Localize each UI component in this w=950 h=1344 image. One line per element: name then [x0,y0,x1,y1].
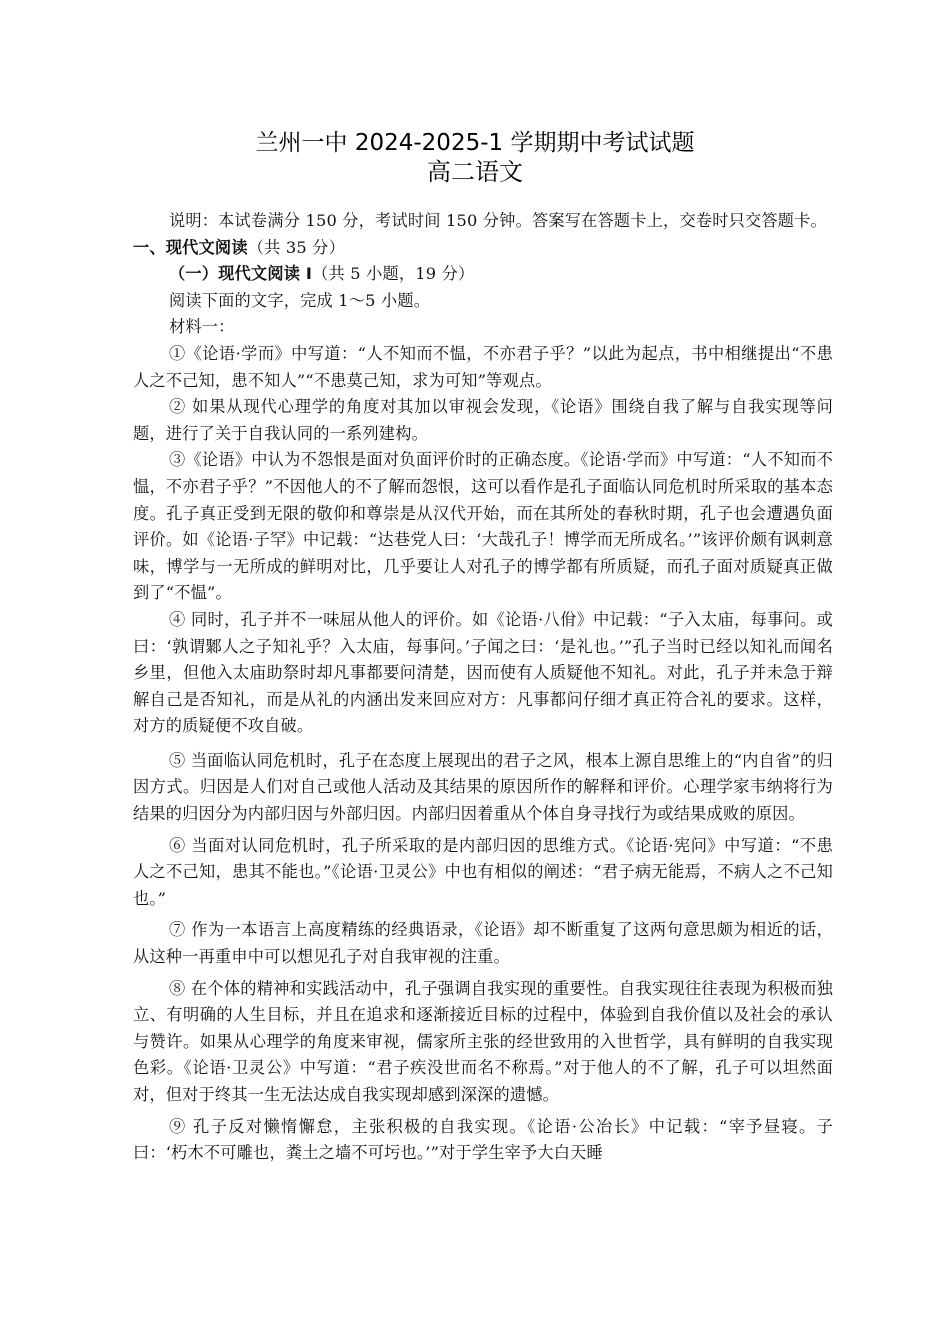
reading-prompt: 阅读下面的文字，完成 1～5 小题。 [169,290,431,310]
subsection-heading [133,261,833,288]
exam-subject: 高二语文 [427,158,523,186]
exam-title: 兰州一中 2024-2025-1 学期期中考试试题 [255,130,695,156]
paragraph-6: ⑥ 当面对认同危机时，孔子所采取的是内部归因的思维方式。《论语·宪问》中写道：“不患人之不己知，患其不能也。”《论语·卫灵公》中也有相似的阐述：“君子病无能焉，不病人之不己知也。” [133,835,833,908]
paragraph-5: ⑤ 当面临认同危机时，孔子在态度上展现出的君子之风，根本上源自思维上的“内自省”的归因方式。归因是人们对自己或他人活动及其结果的原因所作的解释和评价。心理学家韦纳将行为结果的归因分为内部归因与外部归因。内部归因着重从个体自身寻找行为或结果成败的原因。 [133,750,833,824]
exam-content [133,208,833,1167]
instructions: 说明：本试卷满分 150 分，考试时间 150 分钟。答案写在答题卡上，交卷时只交答题卡。 [169,211,827,230]
paragraph-4: ④ 同时，孔子并不一味屈从他人的评价。如《论语·八佾》中记载：“子入太庙，每事问。或曰：‘孰谓鄹人之子知礼乎？入太庙，每事问。’子闻之曰：‘是礼也。’”孔子当时已经以知礼而闻名乡里，但他入太庙助祭时却凡事都要问清楚，因而使有人质疑他不知礼。对此，孔子并未急于辩解自己是否知礼，而是从礼的内涵出发来回应对方：凡事都问仔细才真正符合礼的要求。这样，对方的质疑便不攻自破。 [133,609,833,736]
paragraph-7: ⑦ 作为一本语言上高度精练的经典语录，《论语》却不断重复了这两句意思颇为相近的话，从这种一再重申中可以想见孔子对自我审视的注重。 [133,920,833,967]
section-score: （共 35 分） [247,237,345,257]
paragraph-9: ⑨ 孔子反对懒惰懈怠，主张积极的自我实现。《论语·公冶长》中记载：“宰予昼寝。子曰：‘朽木不可雕也，粪土之墙不可圬也。’”对于学生宰予大白天睡 [133,1116,833,1163]
subsection-score: （共 5 小题，19 分） [312,264,475,284]
subsection-title: （一）现代文阅读 I [169,264,313,284]
paragraph-2: ② 如果从现代心理学的角度对其加以审视会发现，《论语》围绕自我了解与自我实现等问题，进行了关于自我认同的一系列建构。 [133,397,833,443]
paragraph-3: ③《论语》中认为不怨恨是面对负面评价时的正确态度。《论语·学而》中写道：“人不知而不愠，不亦君子乎？”不因他人的不了解而怨恨，这可以看作是孔子面临认同危机时所采取的基本态度。孔子真正受到无限的敬仰和尊崇是从汉代开始，而在其所处的春秋时期，孔子也会遭遇负面评价。如《论语·子罕》中记载：“达巷党人曰：‘大哉孔子！博学而无所成名。’”该评价颇有讽刺意味，博学与一无所成的鲜明对比，几乎要让人对孔子的博学都有所质疑，而孔子面对质疑真正做到了“不愠”。 [133,450,833,603]
material-label: 材料一： [169,317,235,337]
section-heading [133,235,833,262]
paragraph-1: ①《论语·学而》中写道：“人不知而不愠，不亦君子乎？”以此为起点，书中相继提出“不患人之不己知，患不知人”“不患莫己知，求为可知”等观点。 [133,343,833,390]
section-title: 一、现代文阅读 [133,237,248,257]
paragraph-8: ⑧ 在个体的精神和实践活动中，孔子强调自我实现的重要性。自我实现往往表现为积极而独立、有明确的人生目标，并且在追求和逐渐接近目标的过程中，体验到自我价值以及社会的承认与赞许。如果从心理学的角度来审视，儒家所主张的经世致用的入世哲学，具有鲜明的自我实现色彩。《论语·卫灵公》中写道：“君子疾没世而名不称焉。”对于他人的不了解，孔子可以坦然面对，但对于终其一生无法达成自我实现却感到深深的遗憾。 [133,978,833,1104]
